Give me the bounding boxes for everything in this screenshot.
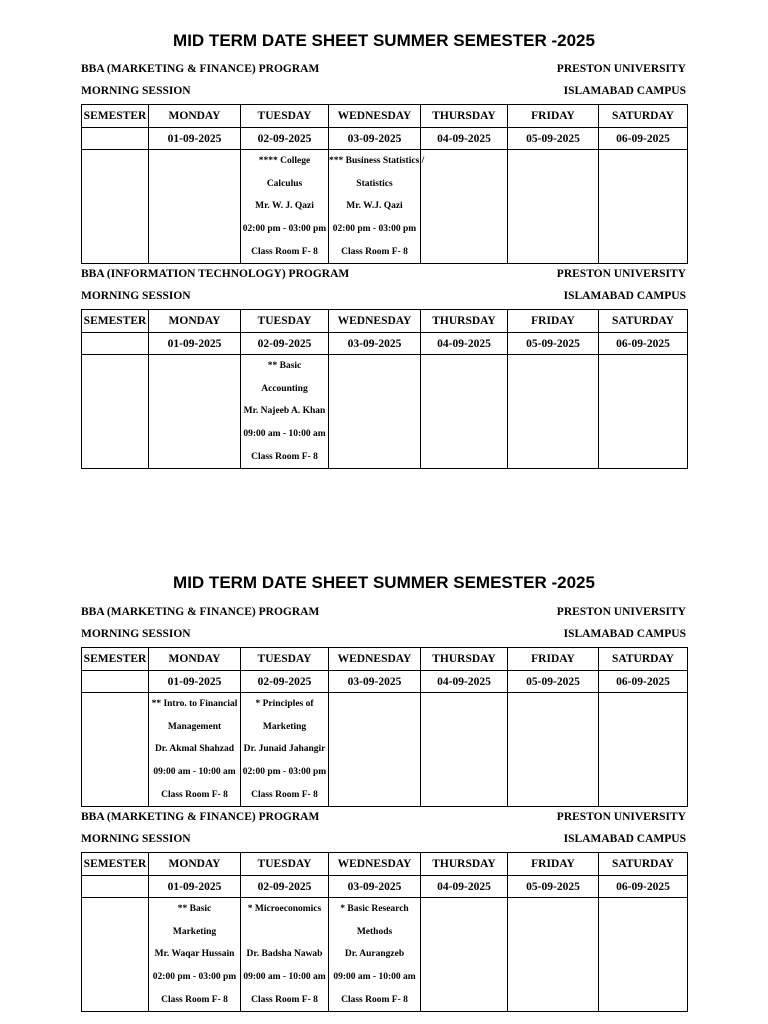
exam-cell [329,693,421,807]
university-name: PRESTON UNIVERSITY [556,811,686,823]
date-cell: 01-09-2025 [149,333,241,355]
column-header: SEMESTER [82,648,149,671]
session-name: MORNING SESSION [81,85,191,97]
page-title: MID TERM DATE SHEET SUMMER SEMESTER -2025 [173,573,595,592]
column-header: FRIDAY [508,310,599,333]
exam-cell-line: ** Basic [177,904,212,914]
section-header-2 [81,268,686,290]
exam-cell-line: Dr. Akmal Shahzad [154,744,235,755]
exam-cell [508,898,599,1012]
exam-row [82,898,688,1012]
column-header: TUESDAY [241,853,329,876]
university-name: PRESTON UNIVERSITY [556,63,686,75]
exam-cell [508,355,599,469]
campus-name: ISLAMABAD CAMPUS [563,833,686,845]
exam-cell [241,150,329,264]
exam-cell-line: Dr. Badsha Nawab [246,949,323,960]
exam-cell-line: 09:00 am - 10:00 am [153,767,236,778]
date-cell: 03-09-2025 [329,128,421,150]
date-cell: 03-09-2025 [329,671,421,693]
exam-cell-line: Mr. Waqar Hussain [154,949,235,960]
exam-cell-line: Methods [356,926,393,937]
column-header: SATURDAY [599,853,688,876]
exam-cell [149,355,241,469]
date-cell: 06-09-2025 [599,671,688,693]
date-row [82,876,688,898]
date-cell: 01-09-2025 [149,876,241,898]
exam-cell-line: Class Room F- 8 [251,994,318,1005]
exam-cell-line: * Microeconomics [247,904,322,914]
column-header: SEMESTER [82,853,149,876]
exam-cell [82,150,149,264]
exam-cell-line: Class Room F- 8 [251,789,318,800]
campus-name: ISLAMABAD CAMPUS [563,628,686,640]
date-cell: 05-09-2025 [508,333,599,355]
date-cell: 01-09-2025 [149,671,241,693]
exam-cell [329,898,421,1012]
date-cell: 05-09-2025 [508,876,599,898]
exam-cell [599,898,688,1012]
header-row [82,648,688,671]
column-header: SEMESTER [82,105,149,128]
date-row [82,333,688,355]
column-header: TUESDAY [241,648,329,671]
column-header: THURSDAY [421,648,508,671]
exam-row [82,150,688,264]
date-row [82,671,688,693]
exam-cell-line: 09:00 am - 10:00 am [333,972,416,983]
date-cell: 02-09-2025 [241,671,329,693]
exam-cell-line: 09:00 am - 10:00 am [243,429,326,440]
column-header: WEDNESDAY [329,648,421,671]
column-header: WEDNESDAY [329,310,421,333]
schedule-table [81,104,688,264]
date-cell [82,876,149,898]
program-name: BBA (MARKETING & FINANCE) PROGRAM [81,811,320,823]
exam-cell-line: 02:00 pm - 03:00 pm [332,224,417,235]
exam-cell-line: Class Room F- 8 [341,994,408,1005]
exam-cell [599,355,688,469]
date-cell: 04-09-2025 [421,671,508,693]
exam-cell [82,355,149,469]
exam-cell-line: Dr. Aurangzeb [344,949,405,960]
exam-cell-line: Mr. Najeeb A. Khan [243,406,326,417]
date-cell: 02-09-2025 [241,128,329,150]
exam-cell [421,898,508,1012]
program-name: BBA (MARKETING & FINANCE) PROGRAM [81,606,320,618]
exam-cell-line: Class Room F- 8 [251,246,318,257]
exam-cell [82,693,149,807]
exam-cell [599,693,688,807]
exam-cell [149,150,241,264]
column-header: WEDNESDAY [329,105,421,128]
schedule-table [81,852,688,1012]
schedule-table [81,309,688,469]
exam-cell-line: 02:00 pm - 03:00 pm [152,972,237,983]
date-cell: 02-09-2025 [241,876,329,898]
university-name: PRESTON UNIVERSITY [556,606,686,618]
section-header-3 [81,606,686,628]
column-header: TUESDAY [241,105,329,128]
session-name: MORNING SESSION [81,290,191,302]
column-header: WEDNESDAY [329,853,421,876]
exam-row [82,693,688,807]
campus-name: ISLAMABAD CAMPUS [563,290,686,302]
column-header: THURSDAY [421,310,508,333]
date-cell [82,333,149,355]
exam-cell-line: Dr. Junaid Jahangir [243,744,326,755]
column-header: SATURDAY [599,310,688,333]
column-header: SEMESTER [82,310,149,333]
exam-cell-line: Calculus [266,178,303,189]
column-header: SATURDAY [599,105,688,128]
exam-cell [421,355,508,469]
date-row [82,128,688,150]
program-name: BBA (INFORMATION TECHNOLOGY) PROGRAM [81,268,350,280]
section-header-4 [81,811,686,833]
exam-cell [82,898,149,1012]
column-header: MONDAY [149,648,241,671]
campus-name: ISLAMABAD CAMPUS [563,85,686,97]
exam-cell-line: Accounting [261,383,308,394]
date-cell [82,128,149,150]
exam-cell-line: Marketing [262,721,307,732]
column-header: THURSDAY [421,105,508,128]
exam-cell [241,898,329,1012]
exam-cell-line: Mr. W.J. Qazi [346,201,403,212]
university-name: PRESTON UNIVERSITY [556,268,686,280]
date-cell: 03-09-2025 [329,876,421,898]
date-cell [82,671,149,693]
date-cell: 05-09-2025 [508,671,599,693]
exam-cell [421,150,508,264]
exam-cell [508,150,599,264]
section-header-1 [81,63,686,85]
exam-cell [241,355,329,469]
date-cell: 02-09-2025 [241,333,329,355]
header-row [82,310,688,333]
exam-cell-line: 02:00 pm - 03:00 pm [242,767,327,778]
exam-cell-line: Class Room F- 8 [341,246,408,257]
exam-cell-line [241,921,328,944]
exam-cell-line: Mr. W. J. Qazi [255,201,314,212]
header-row [82,105,688,128]
date-cell: 04-09-2025 [421,128,508,150]
schedule-table [81,647,688,807]
program-name: BBA (MARKETING & FINANCE) PROGRAM [81,63,320,75]
exam-cell-line: ** Intro. to Financial [151,699,238,709]
column-header: FRIDAY [508,853,599,876]
session-name: MORNING SESSION [81,833,191,845]
exam-cell [241,693,329,807]
date-cell: 01-09-2025 [149,128,241,150]
exam-cell [329,355,421,469]
exam-cell-line: * Basic Research [340,904,409,914]
exam-cell-line: 09:00 am - 10:00 am [243,972,326,983]
date-cell: 06-09-2025 [599,333,688,355]
header-row [82,853,688,876]
exam-cell-line: Class Room F- 8 [161,994,228,1005]
page-title: MID TERM DATE SHEET SUMMER SEMESTER -2025 [173,31,595,50]
exam-cell-line: Class Room F- 8 [161,789,228,800]
exam-cell-line: ** Basic [267,361,302,371]
exam-cell [508,693,599,807]
exam-cell-line: *** Business Statistics / [329,156,425,166]
date-cell: 03-09-2025 [329,333,421,355]
column-header: MONDAY [149,853,241,876]
column-header: MONDAY [149,105,241,128]
exam-cell [329,150,425,264]
column-header: FRIDAY [508,105,599,128]
exam-cell-line: Marketing [172,926,217,937]
session-name: MORNING SESSION [81,628,191,640]
column-header: TUESDAY [241,310,329,333]
exam-cell [149,693,241,807]
column-header: SATURDAY [599,648,688,671]
exam-row [82,355,688,469]
exam-cell-line: Management [167,721,222,732]
column-header: MONDAY [149,310,241,333]
date-cell: 04-09-2025 [421,333,508,355]
date-cell: 06-09-2025 [599,876,688,898]
exam-cell-line: Class Room F- 8 [251,451,318,462]
date-cell: 05-09-2025 [508,128,599,150]
exam-cell-line: 02:00 pm - 03:00 pm [242,224,327,235]
exam-cell-line: **** College [258,156,311,166]
column-header: THURSDAY [421,853,508,876]
exam-cell [421,693,508,807]
exam-cell [149,898,241,1012]
exam-cell [599,150,688,264]
date-cell: 04-09-2025 [421,876,508,898]
date-cell: 06-09-2025 [599,128,688,150]
column-header: FRIDAY [508,648,599,671]
exam-cell-line: Statistics [356,178,393,189]
exam-cell-line: * Principles of [255,699,314,709]
